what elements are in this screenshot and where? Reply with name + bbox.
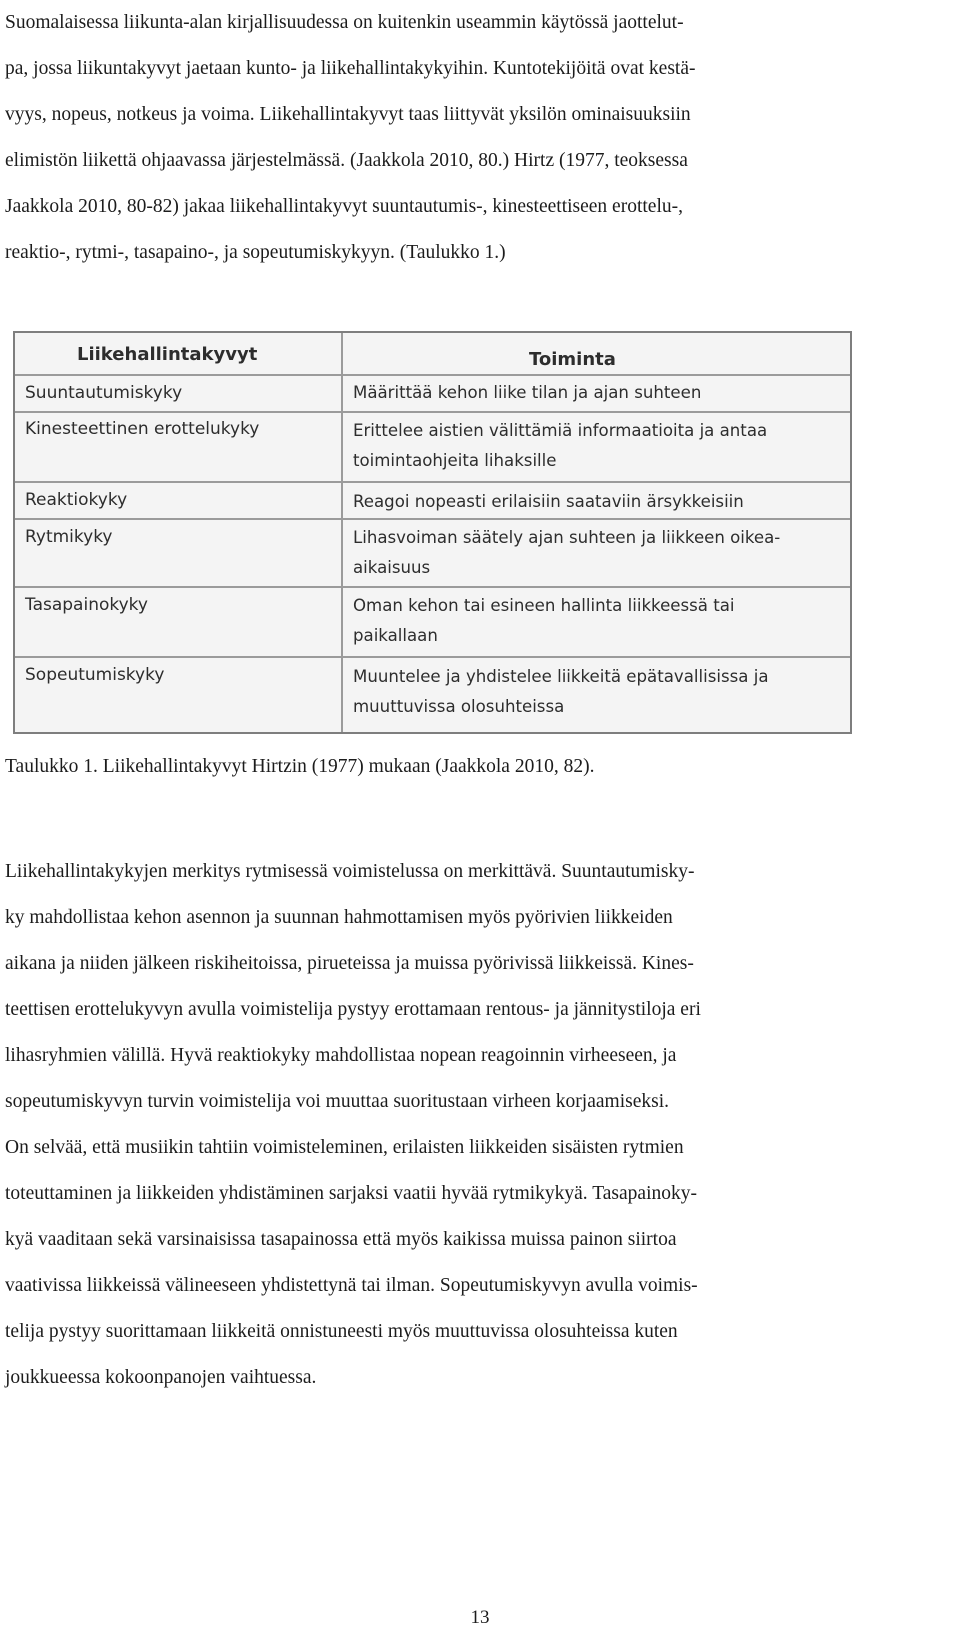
body-line: lihasryhmien välillä. Hyvä reaktiokyky mahdollistaa nopean reagoinnin virheeseen, ja xyxy=(5,1045,677,1066)
table-row xyxy=(15,656,850,732)
intro-line: Suomalaisessa liikunta-alan kirjallisuudessa on kuitenkin useammin käytössä jaottelut- xyxy=(5,12,684,33)
intro-line: elimistön liikettä ohjaavassa järjestelmässä. (Jaakkola 2010, 80.) Hirtz (1977, teoksessa xyxy=(5,150,688,171)
table-row xyxy=(15,586,850,656)
body-line: sopeutumiskyvyn turvin voimistelija voi muuttaa suoritustaan virheen korjaamiseksi. xyxy=(5,1091,669,1112)
intro-line: pa, jossa liikuntakyvyt jaetaan kunto- ja liikehallintakykyihin. Kuntotekijöitä ovat kestä- xyxy=(5,58,696,79)
body-line: toteuttaminen ja liikkeiden yhdistäminen sarjaksi vaatii hyvää rytmikykyä. Tasapainoky- xyxy=(5,1183,697,1204)
intro-line: vyys, nopeus, notkeus ja voima. Liikehallintakyvyt taas liittyvät yksilön ominaisuuksiin xyxy=(5,104,691,125)
table-caption: Taulukko 1. Liikehallintakyvyt Hirtzin (1977) mukaan (Jaakkola 2010, 82). xyxy=(5,756,595,777)
body-line: Liikehallintakykyjen merkitys rytmisessä voimistelussa on merkittävä. Suuntautumisky- xyxy=(5,861,695,882)
body-line: On selvää, että musiikin tahtiin voimisteleminen, erilaisten liikkeiden sisäisten rytmien xyxy=(5,1137,684,1158)
body-line: ky mahdollistaa kehon asennon ja suunnan hahmottamisen myös pyörivien liikkeiden xyxy=(5,907,673,928)
abilities-table xyxy=(13,331,852,734)
ability-cell: Suuntautumiskyky xyxy=(25,383,183,403)
body-line: vaativissa liikkeissä välineeseen yhdistettynä tai ilman. Sopeutumiskyvyn avulla voimis- xyxy=(5,1275,698,1296)
body-line: teettisen erottelukyvyn avulla voimistelija pystyy erottamaan rentous- ja jännitystiloja eri xyxy=(5,999,701,1020)
function-cell: Määrittää kehon liike tilan ja ajan suhteen xyxy=(353,383,702,402)
function-line: Muuntelee ja yhdistelee liikkeitä epätavallisissa ja xyxy=(353,667,769,686)
table-row xyxy=(15,481,850,518)
body-line: aikana ja niiden jälkeen riskiheitoissa, pirueteissa ja muissa pyörivissä liikkeissä. Kines- xyxy=(5,953,694,974)
table-row xyxy=(15,518,850,586)
function-line: Oman kehon tai esineen hallinta liikkeessä tai xyxy=(353,596,735,615)
ability-cell: Sopeutumiskyky xyxy=(25,665,165,685)
function-line: aikaisuus xyxy=(353,558,431,577)
table-row xyxy=(15,374,850,411)
function-line: Lihasvoiman säätely ajan suhteen ja liikkeen oikea- xyxy=(353,528,781,547)
table-header-abilities: Liikehallintakyvyt xyxy=(77,344,258,365)
ability-cell: Rytmikyky xyxy=(25,527,113,547)
ability-cell: Tasapainokyky xyxy=(25,595,148,615)
function-cell xyxy=(353,591,838,651)
body-paragraph xyxy=(5,849,955,1401)
function-cell xyxy=(353,662,838,722)
function-line: toimintaohjeita lihaksille xyxy=(353,451,557,470)
function-cell: Reagoi nopeasti erilaisiin saataviin ärsykkeisiin xyxy=(353,492,744,511)
intro-line: Jaakkola 2010, 80-82) jakaa liikehallintakyvyt suuntautumis-, kinesteettiseen erottelu-, xyxy=(5,196,683,217)
function-line: muuttuvissa olosuhteissa xyxy=(353,697,565,716)
body-line: telija pystyy suorittamaan liikkeitä onnistuneesti myös muuttuvissa olosuhteissa kuten xyxy=(5,1321,678,1342)
table-header-function: Toiminta xyxy=(529,349,616,370)
function-cell xyxy=(353,416,838,476)
table-row xyxy=(15,411,850,481)
page-number: 13 xyxy=(470,1607,490,1628)
function-line: Erittelee aistien välittämiä informaatioita ja antaa xyxy=(353,421,768,440)
intro-paragraph xyxy=(5,0,955,276)
ability-cell: Reaktiokyky xyxy=(25,490,128,510)
body-line: joukkueessa kokoonpanojen vaihtuessa. xyxy=(5,1367,317,1388)
function-line: paikallaan xyxy=(353,626,438,645)
intro-line: reaktio-, rytmi-, tasapaino-, ja sopeutumiskykyyn. (Taulukko 1.) xyxy=(5,242,506,263)
ability-cell: Kinesteettinen erottelukyky xyxy=(25,419,260,439)
body-line: kyä vaaditaan sekä varsinaisissa tasapainossa että myös kaikissa muissa painon siirtoa xyxy=(5,1229,677,1250)
function-cell xyxy=(353,523,838,583)
